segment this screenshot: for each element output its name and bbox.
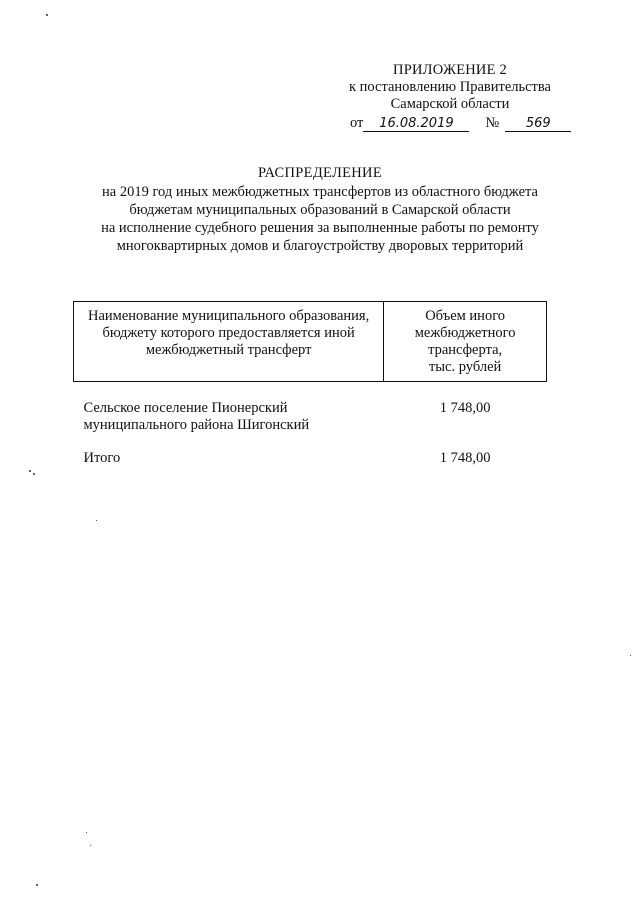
header-amount-line-4: тыс. рублей: [428, 359, 502, 375]
scan-speck: [96, 520, 97, 521]
scan-speck: [86, 832, 87, 833]
subtitle-line-2: бюджетам муниципальных образований в Самарской области: [129, 202, 511, 218]
header-municipality: [74, 302, 384, 382]
header-amount-line-2: межбюджетного: [414, 325, 516, 341]
total-label: Итого: [83, 450, 121, 466]
appendix-title: ПРИЛОЖЕНИЕ 2: [393, 62, 507, 78]
scan-speck: [90, 845, 91, 846]
subtitle-line-3: на исполнение судебного решения за выполненные работы по ремонту: [101, 220, 539, 236]
scan-speck: [630, 655, 631, 656]
table-total-row: [74, 450, 547, 467]
appendix-region-line: Самарской области: [390, 96, 510, 112]
from-label: от: [350, 115, 364, 131]
decree-date: 16.08.2019: [363, 116, 469, 132]
header-municipality-line-1: Наименование муниципального образования,: [88, 308, 370, 324]
decree-number: 569: [505, 116, 571, 132]
header-amount-line-3: трансферта,: [428, 342, 503, 358]
row-municipality-line-1: Сельское поселение Пионерский: [83, 400, 288, 416]
scan-speck: [46, 14, 48, 16]
row-amount: 1 748,00: [439, 400, 491, 416]
header-amount: [384, 302, 547, 382]
distribution-table: [73, 301, 547, 467]
scan-speck: [29, 470, 31, 472]
document-title-block: [40, 164, 600, 255]
scan-speck: [36, 884, 38, 886]
table-spacer: [74, 382, 547, 401]
scan-speck: [33, 473, 35, 475]
appendix-header: [330, 62, 570, 132]
document-heading: РАСПРЕДЕЛЕНИЕ: [258, 165, 382, 181]
table-header-row: [74, 302, 547, 382]
row-municipality: [74, 400, 384, 434]
total-amount: 1 748,00: [439, 450, 491, 466]
header-municipality-line-2: бюджету которого предоставляется иной: [102, 325, 355, 341]
subtitle-line-1: на 2019 год иных межбюджетных трансфертов из областного бюджета: [102, 184, 538, 200]
table-gap: [74, 434, 547, 450]
table-row: [74, 400, 547, 434]
appendix-date-number-line: [330, 115, 570, 132]
subtitle-line-4: многоквартирных домов и благоустройству дворовых территорий: [116, 238, 524, 254]
header-municipality-line-3: межбюджетный трансферт: [145, 342, 312, 358]
number-sign: №: [485, 115, 500, 131]
header-amount-line-1: Объем иного: [425, 308, 506, 324]
appendix-decree-line: к постановлению Правительства: [349, 79, 551, 95]
row-municipality-line-2: муниципального района Шигонский: [83, 417, 310, 433]
